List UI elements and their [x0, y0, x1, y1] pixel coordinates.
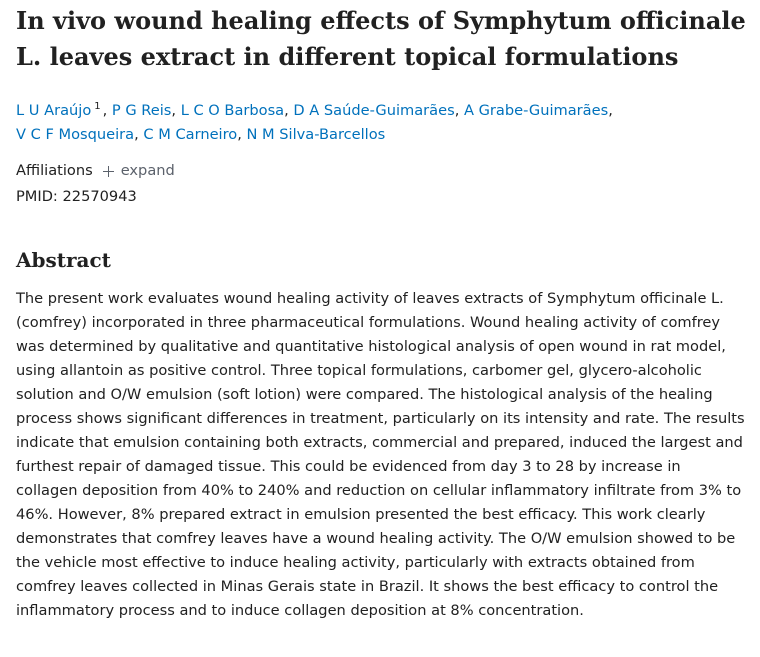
author-separator: , [608, 102, 613, 119]
plus-icon [103, 166, 114, 177]
author-link[interactable]: C M Carneiro [143, 126, 238, 143]
article-container [16, 0, 746, 638]
author-link[interactable]: L U Araújo [16, 102, 92, 119]
expand-affiliations-button[interactable] [103, 159, 175, 183]
affiliations-row [16, 159, 746, 183]
expand-label: expand [120, 162, 175, 179]
author-separator: , [134, 126, 144, 143]
article-title: In vivo wound healing effects of Symphytum officinale L. leaves extract in different topical formulations [16, 6, 746, 71]
pmid-row [16, 185, 746, 209]
author-link[interactable]: L C O Barbosa [180, 102, 285, 119]
author-separator: , [454, 102, 464, 119]
author-separator: , [284, 102, 294, 119]
author-list [16, 99, 746, 147]
affiliations-label: Affiliations [16, 162, 93, 179]
abstract-text: The present work evaluates wound healing activity of leaves extracts of Symphytum officinale L. (comfrey) incorporated in three pharmaceutical formulations. Wound healing activity of comfrey was determined by qualitative and quantitative histological analysis of open wound in rat model, using allantoin as positive control. Three topical formulations, carbomer gel, glycero-alcoholic solution and O/W emulsion (soft lotion) were compared. The histological analysis of the healing process shows significant differences in treatment, particularly on its intensity and rate. The results indicate that emulsion containing both extracts, commercial and prepared, induced the largest and furthest repair of damaged tissue. This could be evidenced from day 3 to 28 by increase in collagen deposition from 40% to 240% and reduction on cellular inflammatory infiltrate from 3% to 46%. However, 8% prepared extract in emulsion presented the best efficacy. This work clearly demonstrates that comfrey leaves have a wound healing activity. The O/W emulsion showed to be the vehicle most effective to induce healing activity, particularly with extracts obtained from comfrey leaves collected in Minas Gerais state in Brazil. It shows the best efficacy to control the inflammatory process and to induce collagen deposition at 8% concentration. [16, 290, 745, 619]
author-link[interactable]: P G Reis [111, 102, 172, 119]
author-link[interactable]: D A Saúde-Guimarães [293, 102, 455, 119]
author-link[interactable]: A Grabe-Guimarães [463, 102, 609, 119]
author-separator: , [102, 102, 112, 119]
author-link[interactable]: N M Silva-Barcellos [246, 126, 386, 143]
author-separator: , [237, 126, 247, 143]
pmid-label: PMID: [16, 188, 58, 205]
author-link[interactable]: V C F Mosqueira [16, 126, 135, 143]
affiliation-superscript[interactable]: 1 [94, 101, 101, 113]
pmid-value: 22570943 [62, 188, 137, 205]
author-separator: , [171, 102, 181, 119]
abstract-heading: Abstract [16, 248, 111, 272]
